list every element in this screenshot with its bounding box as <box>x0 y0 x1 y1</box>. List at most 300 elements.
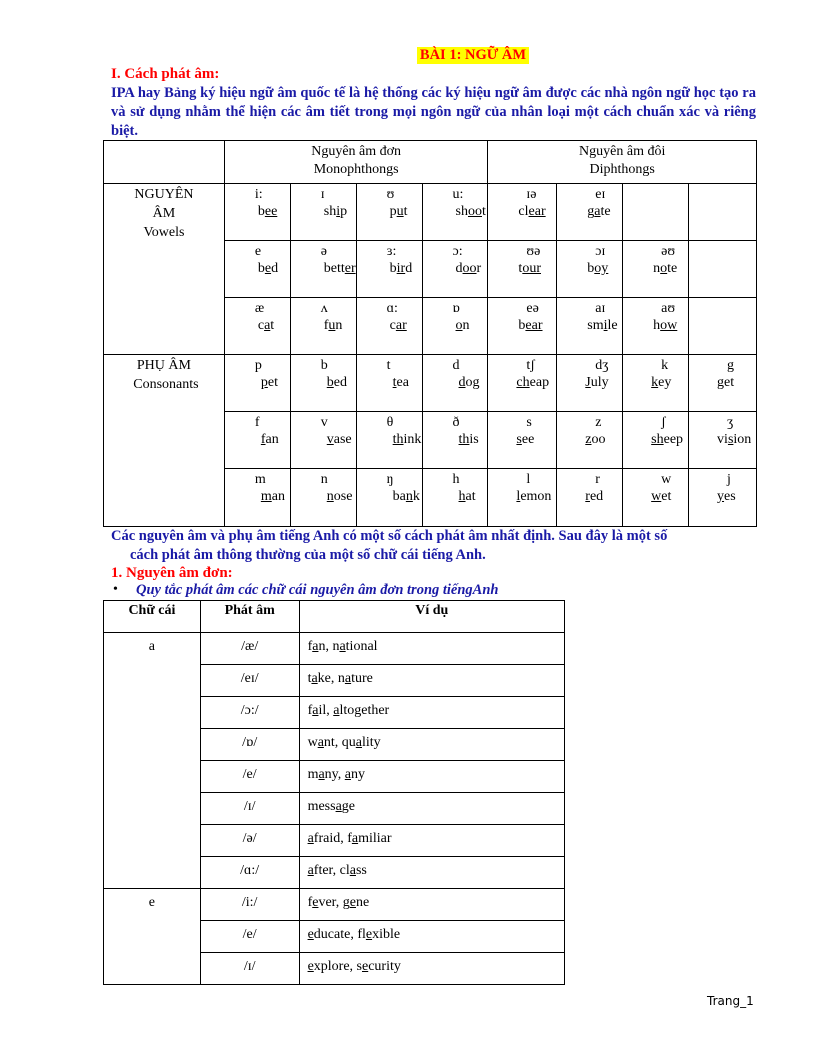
example-word <box>324 261 356 277</box>
ipa-symbol: tʃ <box>526 358 535 373</box>
example-cell <box>299 793 564 825</box>
example-word-highlight: u <box>328 318 336 333</box>
example-word-part: c <box>389 318 396 333</box>
example-word <box>390 261 413 277</box>
example-word-part: g <box>587 204 595 219</box>
example-word <box>585 489 603 505</box>
ipa-cell <box>290 469 356 527</box>
ipa-cell <box>557 241 623 298</box>
example-part: fter, cl <box>313 863 350 878</box>
example-word <box>717 432 751 448</box>
example-word <box>518 204 545 220</box>
example-word-highlight: th <box>392 432 404 447</box>
example-part: ne <box>356 895 370 910</box>
example-word <box>324 318 343 334</box>
ipa-symbol: v <box>320 415 328 430</box>
example-word-highlight: g <box>717 375 725 390</box>
ipa-cell <box>689 355 757 412</box>
ipa-cell <box>422 298 488 355</box>
example-part: ltogether <box>339 703 390 718</box>
example-highlight: a <box>344 767 351 782</box>
example-word-highlight: oo <box>467 204 482 219</box>
example-word-highlight: oo <box>462 261 477 276</box>
ipa-cell <box>356 355 422 412</box>
bullet-dot: • <box>113 582 118 597</box>
ipa-cell <box>557 184 623 241</box>
ipa-cell <box>557 355 623 412</box>
example-word-part: ba <box>392 489 406 504</box>
ipa-symbol: s <box>526 415 532 430</box>
example-word-highlight: p <box>260 375 268 390</box>
example-word <box>717 489 736 505</box>
col-example-header: Ví dụ <box>299 601 564 633</box>
example-highlight: a <box>339 639 346 654</box>
ipa-cell <box>488 469 557 527</box>
ipa-corner-cell <box>104 141 225 184</box>
ipa-symbol: θ <box>386 415 394 430</box>
sound-cell: /i:/ <box>200 889 299 921</box>
example-word-highlight: v <box>326 432 334 447</box>
example-word <box>651 489 671 505</box>
example-word <box>516 432 534 448</box>
ipa-cell <box>689 241 757 298</box>
row-label-line: NGUYÊN <box>134 187 194 202</box>
ipa-symbol: ɔ: <box>452 244 463 259</box>
ipa-cell <box>356 469 422 527</box>
example-word-highlight: ear <box>525 318 543 333</box>
example-word-part: r <box>476 261 482 276</box>
example-word <box>653 318 677 334</box>
ipa-cell <box>488 355 557 412</box>
example-part: fraid, f <box>313 831 352 846</box>
example-word-part: uly <box>590 375 609 390</box>
example-highlight: a <box>318 767 325 782</box>
ipa-cell <box>224 298 290 355</box>
example-word <box>651 432 683 448</box>
ipa-cell <box>356 184 422 241</box>
example-word-highlight: J <box>585 375 591 390</box>
ipa-symbol: r <box>595 472 600 487</box>
example-word <box>261 489 285 505</box>
section1-heading: I. Cách phát âm: <box>111 66 220 82</box>
section2-heading: 1. Nguyên âm đơn: <box>111 565 233 581</box>
ipa-cell <box>623 184 689 241</box>
sound-cell: /ɑ:/ <box>200 857 299 889</box>
example-part: xplore, s <box>313 959 362 974</box>
mono-header-en: Monophthongs <box>313 162 399 177</box>
example-word-highlight: l <box>516 489 521 504</box>
ipa-symbol: ʒ <box>727 415 734 430</box>
example-word-part: is <box>469 432 479 447</box>
ipa-cell <box>356 241 422 298</box>
sound-cell: /ɪ/ <box>200 953 299 985</box>
example-word-highlight: d <box>458 375 466 390</box>
ipa-cell <box>290 355 356 412</box>
ipa-symbol: b <box>320 358 328 373</box>
example-word <box>653 261 677 277</box>
example-highlight: e <box>312 895 319 910</box>
example-word <box>324 204 347 220</box>
example-word <box>327 489 353 505</box>
example-word-highlight: w <box>651 489 662 504</box>
ipa-symbol: ŋ <box>386 472 394 487</box>
example-highlight: a <box>355 735 363 750</box>
example-part: ture <box>351 671 373 686</box>
example-cell <box>299 921 564 953</box>
example-word <box>456 204 486 220</box>
example-word-highlight: i <box>336 204 341 219</box>
example-word-highlight: s <box>727 432 734 447</box>
example-word-part: og <box>465 375 480 390</box>
ipa-cell <box>422 412 488 469</box>
example-word-part: et <box>267 375 278 390</box>
example-part: f <box>307 703 313 718</box>
example-word-highlight: z <box>585 432 592 447</box>
ipa-cell <box>356 298 422 355</box>
ipa-cell <box>689 184 757 241</box>
diph-header-vi: Nguyên âm đôi <box>579 144 666 159</box>
example-part: tional <box>345 639 378 654</box>
example-word-part: ea <box>396 375 409 390</box>
example-highlight: e <box>307 927 314 942</box>
example-part: ver, g <box>318 895 350 910</box>
example-cell <box>299 729 564 761</box>
ipa-symbol: z <box>595 415 602 430</box>
example-word-highlight: ar <box>395 318 407 333</box>
example-word-part: sh <box>455 204 468 219</box>
ipa-symbol: k <box>661 358 669 373</box>
ipa-symbol: i: <box>254 187 263 202</box>
example-word <box>390 204 408 220</box>
bullet-text: Quy tắc phát âm các chữ cái nguyên âm đơn trong tiếngAnh <box>136 582 499 598</box>
ipa-cell <box>488 241 557 298</box>
ipa-header-row <box>104 141 757 184</box>
sound-cell: /e/ <box>200 761 299 793</box>
example-word-part: ed <box>589 489 604 504</box>
example-part: mess <box>307 799 336 814</box>
example-word-part: t <box>518 261 523 276</box>
example-word-highlight: u <box>396 204 404 219</box>
ipa-symbol: e <box>254 244 262 259</box>
example-word-highlight: sh <box>651 432 664 447</box>
example-word-part: et <box>661 489 672 504</box>
example-part: ducate, fl <box>313 927 366 942</box>
example-word-part: te <box>600 204 611 219</box>
ipa-cell <box>557 298 623 355</box>
ipa-cell <box>224 355 290 412</box>
example-word-highlight: ch <box>516 375 530 390</box>
ipa-symbol: ɪə <box>526 187 537 202</box>
ipa-symbol: dʒ <box>595 358 609 373</box>
col-sound-header: Phát âm <box>200 601 299 633</box>
example-cell <box>299 953 564 985</box>
example-word-highlight: o <box>660 261 668 276</box>
ipa-symbol: m <box>254 472 266 487</box>
ipa-cell <box>689 412 757 469</box>
example-word-highlight: m <box>260 489 272 504</box>
ipa-symbol: ɒ <box>452 301 460 316</box>
example-word-part: ink <box>403 432 422 447</box>
example-word-highlight: e <box>264 261 272 276</box>
example-word-part: b <box>518 318 526 333</box>
example-word-highlight: o <box>455 318 463 333</box>
example-highlight: a <box>351 831 359 846</box>
example-highlight: a <box>333 703 340 718</box>
ipa-cell <box>623 241 689 298</box>
ipa-cell <box>623 469 689 527</box>
example-word-part: t <box>270 318 275 333</box>
section1-intro: IPA hay Bảng ký hiệu ngữ âm quốc tế là hệ thống các ký hiệu ngữ âm được các nhà ngôn ngữ học tạo ra và sử dụng nhằm thể hiện các âm tiết trong mọi ngôn ngữ của nhân loại một cách chuẩn xác và riêng biệt. <box>111 85 756 139</box>
example-word-part: ase <box>333 432 352 447</box>
example-word-part: t <box>481 204 486 219</box>
ipa-symbol: d <box>452 358 460 373</box>
ipa-cell <box>224 469 290 527</box>
example-highlight: a <box>307 831 314 846</box>
example-word-highlight: k <box>651 375 659 390</box>
example-word-highlight: ee <box>264 204 278 219</box>
ipa-symbol: ɑ: <box>386 301 398 316</box>
example-word-part: n <box>335 318 343 333</box>
example-part: f <box>307 895 313 910</box>
example-word-part: emon <box>520 489 552 504</box>
ipa-symbol: w <box>661 472 672 487</box>
ipa-cell <box>689 298 757 355</box>
example-word <box>393 375 409 391</box>
example-word <box>516 375 549 391</box>
example-word <box>327 432 352 448</box>
example-highlight: a <box>335 799 342 814</box>
ipa-symbol: eə <box>526 301 539 316</box>
example-word-part: oo <box>591 432 606 447</box>
example-word-highlight: t <box>392 375 397 390</box>
example-word-part: b <box>257 204 265 219</box>
ipa-row <box>104 184 757 241</box>
row-label-line: Consonants <box>133 377 199 392</box>
diph-header <box>488 141 757 184</box>
example-word-highlight: i <box>603 318 608 333</box>
ipa-symbol: u: <box>452 187 464 202</box>
ipa-cell <box>224 412 290 469</box>
example-word-part: te <box>667 261 678 276</box>
example-word <box>327 375 347 391</box>
example-part: t <box>307 671 312 686</box>
ipa-symbol: ɔɪ <box>595 244 606 259</box>
example-part: ny <box>350 767 365 782</box>
example-part: ke, n <box>317 671 345 686</box>
example-word-part: sm <box>587 318 604 333</box>
page-footer: Trang_1 <box>707 994 754 1008</box>
letter-cell: e <box>104 889 201 985</box>
example-word-highlight: a <box>594 204 601 219</box>
para2-line2: cách phát âm thông thường của một số chữ cái tiếng Anh. <box>130 547 486 563</box>
example-word-part: et <box>724 375 735 390</box>
ipa-cell <box>623 412 689 469</box>
example-part: ny, <box>324 767 345 782</box>
sound-cell: /eɪ/ <box>200 665 299 697</box>
example-word-part: f <box>323 318 329 333</box>
ipa-table <box>103 140 757 527</box>
title-wrap <box>0 46 816 64</box>
example-word-part: an <box>271 489 285 504</box>
ipa-cell <box>557 412 623 469</box>
page-title: BÀI 1: NGỮ ÂM <box>417 47 529 64</box>
ipa-symbol: ð <box>452 415 460 430</box>
example-word <box>518 318 542 334</box>
example-word-part: vi <box>717 432 728 447</box>
ipa-cell <box>224 184 290 241</box>
sound-cell: /ɒ/ <box>200 729 299 761</box>
example-word-part: d <box>271 261 279 276</box>
ipa-symbol: əʊ <box>661 244 676 259</box>
example-highlight: e <box>307 959 314 974</box>
ipa-cell <box>290 298 356 355</box>
ipa-symbol: aɪ <box>595 301 606 316</box>
example-word-part: eep <box>663 432 684 447</box>
example-word <box>258 261 278 277</box>
example-word-part: h <box>653 318 661 333</box>
ipa-cell <box>557 469 623 527</box>
example-word-part: an <box>265 432 279 447</box>
example-word-part: ee <box>521 432 535 447</box>
example-word <box>258 318 274 334</box>
example-highlight: e <box>362 959 369 974</box>
example-word-highlight: n <box>405 489 413 504</box>
ipa-symbol: eɪ <box>595 187 606 202</box>
para2-line1: Các nguyên âm và phụ âm tiếng Anh có một số cách phát âm nhất định. Sau đây là một số <box>111 528 668 544</box>
example-part: f <box>307 639 313 654</box>
ipa-symbol: h <box>452 472 460 487</box>
ipa-symbol: t <box>386 358 391 373</box>
example-word <box>459 375 480 391</box>
example-highlight: a <box>312 639 319 654</box>
example-word-part: ed <box>333 375 347 390</box>
example-part: ss <box>355 863 367 878</box>
example-cell <box>299 665 564 697</box>
example-word <box>587 261 608 277</box>
col-letter-header: Chữ cái <box>104 601 201 633</box>
example-word-part: sh <box>323 204 337 219</box>
example-highlight: a <box>311 671 318 686</box>
example-word <box>390 318 407 334</box>
vowels-label <box>104 184 225 355</box>
row-label-line: ÂM <box>152 206 176 221</box>
ipa-cell <box>488 298 557 355</box>
ipa-symbol: ʊ <box>386 187 395 202</box>
example-word-highlight: ow <box>660 318 678 333</box>
ipa-symbol: ə <box>320 244 327 259</box>
rules-table <box>103 600 565 985</box>
example-word <box>456 318 470 334</box>
ipa-symbol: ʃ <box>661 415 666 430</box>
example-word-part: d <box>455 261 463 276</box>
sound-cell: /ɪ/ <box>200 793 299 825</box>
example-part: curity <box>368 959 401 974</box>
example-word-highlight: oy <box>594 261 609 276</box>
example-part: n, n <box>318 639 340 654</box>
ipa-cell <box>689 469 757 527</box>
example-word-highlight: r <box>585 489 590 504</box>
example-word-part: eap <box>529 375 550 390</box>
example-cell <box>299 889 564 921</box>
ipa-symbol: j <box>727 472 731 487</box>
diph-header-en: Diphthongs <box>589 162 655 177</box>
example-highlight: a <box>344 671 352 686</box>
example-word-part: es <box>724 489 736 504</box>
example-word-highlight: our <box>522 261 541 276</box>
example-word <box>651 375 671 391</box>
example-part: lity <box>362 735 381 750</box>
example-word-highlight: th <box>458 432 470 447</box>
example-word-highlight: h <box>458 489 466 504</box>
ipa-symbol: ʊə <box>526 244 541 259</box>
example-word <box>587 204 610 220</box>
ipa-symbol: l <box>526 472 531 487</box>
ipa-symbol: ʌ <box>320 301 328 316</box>
sound-cell: /æ/ <box>200 633 299 665</box>
example-cell <box>299 761 564 793</box>
example-cell <box>299 857 564 889</box>
ipa-row <box>104 355 757 412</box>
example-word-part: c <box>257 318 265 333</box>
ipa-symbol: n <box>320 472 328 487</box>
example-word <box>459 432 479 448</box>
ipa-cell <box>224 241 290 298</box>
example-word-highlight: y <box>717 489 725 504</box>
ipa-cell <box>422 241 488 298</box>
sound-cell: /ɔ:/ <box>200 697 299 729</box>
example-word-part: t <box>403 204 408 219</box>
mono-header-vi: Nguyên âm đơn <box>311 144 402 159</box>
ipa-cell <box>623 298 689 355</box>
ipa-cell <box>623 355 689 412</box>
example-word-part: ion <box>733 432 752 447</box>
ipa-cell <box>422 355 488 412</box>
example-word-part: k <box>412 489 420 504</box>
example-part: ge <box>341 799 355 814</box>
example-word <box>393 432 422 448</box>
example-word-part: b <box>389 261 397 276</box>
ipa-cell <box>290 412 356 469</box>
letter-cell: a <box>104 633 201 889</box>
example-cell <box>299 633 564 665</box>
example-word <box>261 432 279 448</box>
ipa-symbol: f <box>254 415 260 430</box>
ipa-cell <box>422 469 488 527</box>
example-highlight: a <box>312 703 319 718</box>
example-word <box>587 318 617 334</box>
example-word-part: b <box>587 261 595 276</box>
ipa-symbol: g <box>727 358 735 373</box>
example-word <box>258 204 277 220</box>
example-highlight: a <box>317 735 324 750</box>
example-part: w <box>307 735 318 750</box>
row-label-line: Vowels <box>143 225 185 240</box>
example-word <box>516 489 551 505</box>
ipa-cell <box>488 184 557 241</box>
example-word-highlight: a <box>264 318 271 333</box>
mono-header <box>224 141 488 184</box>
rules-row <box>104 889 565 921</box>
example-cell <box>299 825 564 857</box>
example-word <box>585 375 608 391</box>
example-word-part: p <box>389 204 397 219</box>
example-part: nt, qu <box>323 735 356 750</box>
example-word <box>459 489 476 505</box>
sound-cell: /ə/ <box>200 825 299 857</box>
example-word <box>585 432 605 448</box>
example-word <box>717 375 734 391</box>
example-word-highlight: s <box>516 432 522 447</box>
